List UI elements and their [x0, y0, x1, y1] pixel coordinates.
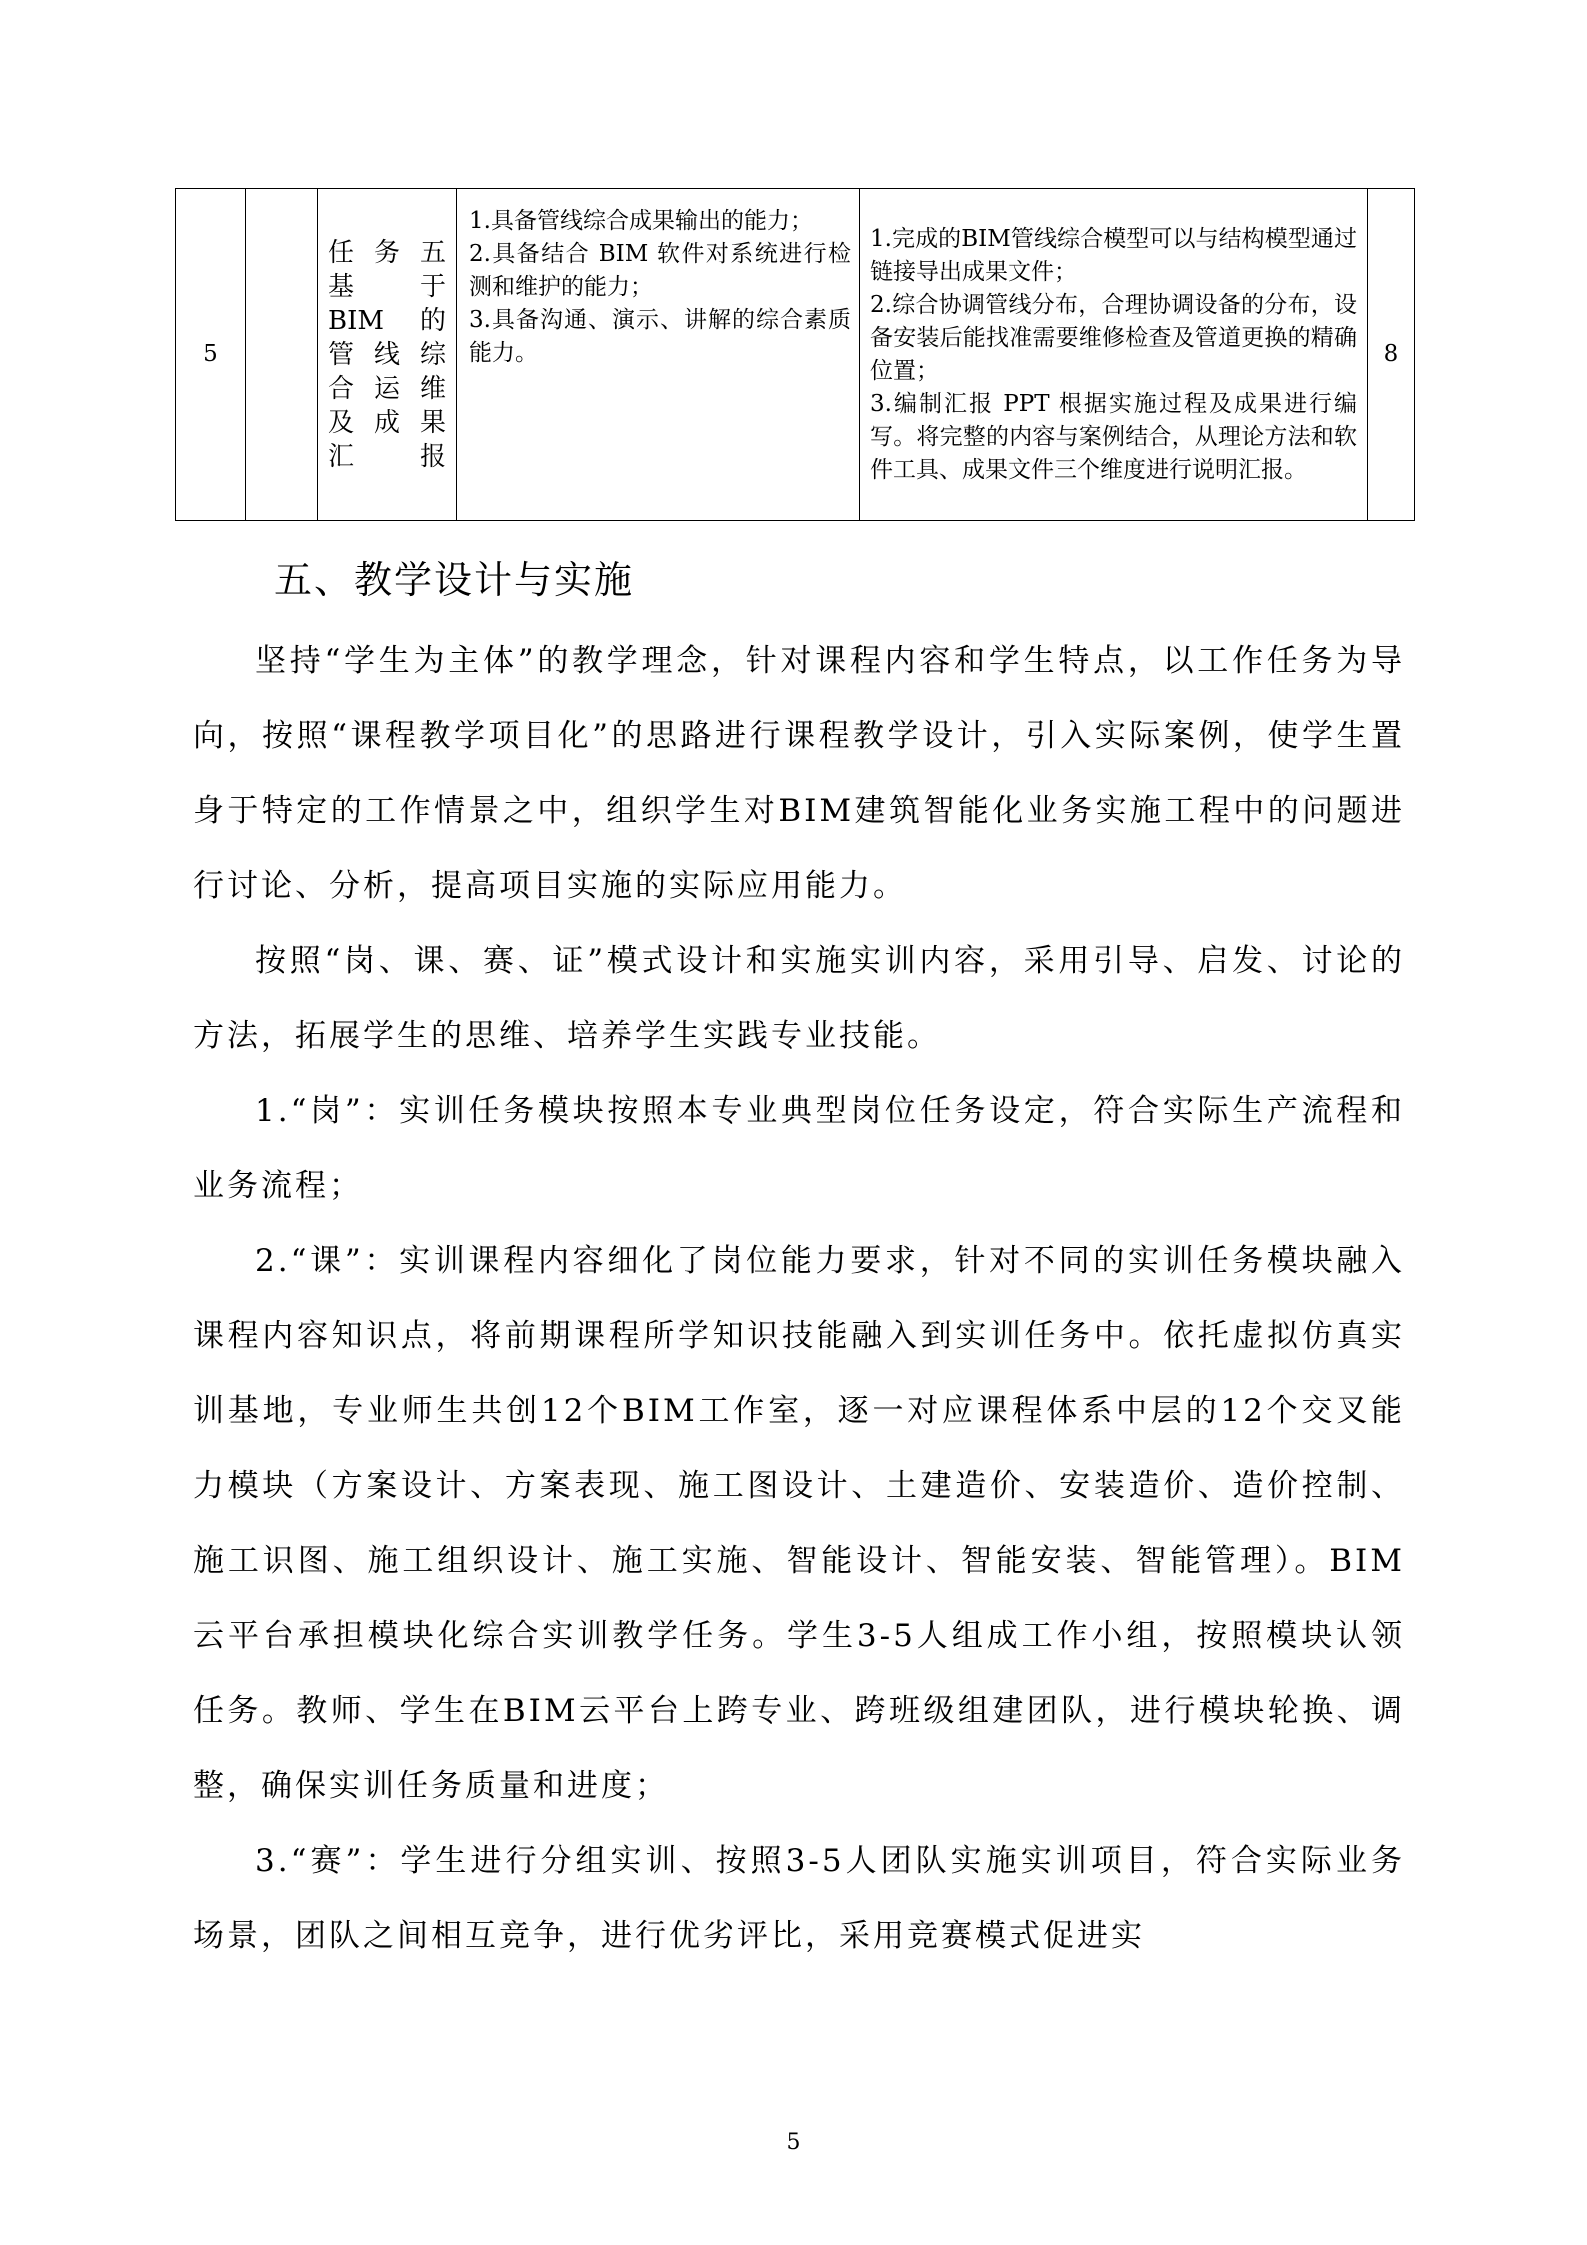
- paragraph: 按照“岗、课、赛、证”模式设计和实施实训内容，采用引导、启发、讨论的方法，拓展学生的思维、培养学生实践专业技能。: [193, 943, 1405, 1054]
- task-name-line: 合运维: [328, 373, 446, 404]
- task-name-line: 及成果: [328, 407, 446, 438]
- task-name-line: BIM 的: [328, 305, 446, 336]
- hours-cell: 8: [1368, 189, 1415, 521]
- section-heading: 五、教学设计与实施: [274, 558, 635, 602]
- paragraph: 1.“岗”：实训任务模块按照本专业典型岗位任务设定，符合实际生产流程和业务流程；: [193, 1093, 1405, 1204]
- ability-item: 2.具备结合 BIM 软件对系统进行检测和维护的能力；: [469, 241, 851, 300]
- ability-requirements-cell: [457, 189, 860, 521]
- ability-item: 3.具备沟通、演示、讲解的综合素质能力。: [469, 307, 851, 366]
- content-item: 1.完成的BIM管线综合模型可以与结构模型通过链接导出成果文件；: [870, 225, 1357, 285]
- body-text: [193, 624, 1405, 1974]
- task-name-line: 管线综: [328, 339, 446, 370]
- ability-item: 1.具备管线综合成果输出的能力；: [469, 208, 813, 234]
- training-content-cell: [860, 189, 1368, 521]
- empty-cell: [246, 189, 318, 521]
- page-number: 5: [786, 2130, 801, 2155]
- row-number-cell: 5: [176, 189, 246, 521]
- paragraph: 2.“课”：实训课程内容细化了岗位能力要求，针对不同的实训任务模块融入课程内容知识点，将前期课程所学知识技能融入到实训任务中。依托虚拟仿真实训基地，专业师生共创12个BIM工作室，逐一对应课程体系中层的12个交叉能力模块（方案设计、方案表现、施工图设计、土建造价、安装造价、造价控制、施工识图、施工组织设计、施工实施、智能设计、智能安装、智能管理）。BIM云平台承担模块化综合实训教学任务。学生3-5人组成工作小组，按照模块认领任务。教师、学生在BIM云平台上跨专业、跨班级组建团队，进行模块轮换、调整，确保实训任务质量和进度；: [193, 1243, 1405, 1804]
- task-name-line: 基 于: [328, 271, 446, 302]
- task-name-line: 任务五: [328, 237, 446, 268]
- content-item: 3.编制汇报 PPT 根据实施过程及成果进行编写。将完整的内容与案例结合，从理论方法和软件工具、成果文件三个维度进行说明汇报。: [870, 390, 1357, 483]
- paragraph: 坚持“学生为主体”的教学理念，针对课程内容和学生特点，以工作任务为导向，按照“课程教学项目化”的思路进行课程教学设计，引入实际案例，使学生置身于特定的工作情景之中，组织学生对BIM建筑智能化业务实施工程中的问题进行讨论、分析，提高项目实施的实际应用能力。: [193, 643, 1405, 904]
- paragraph: 3.“赛”：学生进行分组实训、按照3-5人团队实施实训项目，符合实际业务场景，团队之间相互竞争，进行优劣评比，采用竞赛模式促进实: [193, 1843, 1405, 1954]
- task-table: [175, 188, 1415, 521]
- task-name-line: 汇报: [328, 441, 446, 472]
- task-name-cell: [318, 189, 457, 521]
- content-item: 2.综合协调管线分布，合理协调设备的分布，设备安装后能找准需要维修检查及管道更换的精确位置；: [870, 291, 1357, 384]
- table-row: [176, 189, 1415, 521]
